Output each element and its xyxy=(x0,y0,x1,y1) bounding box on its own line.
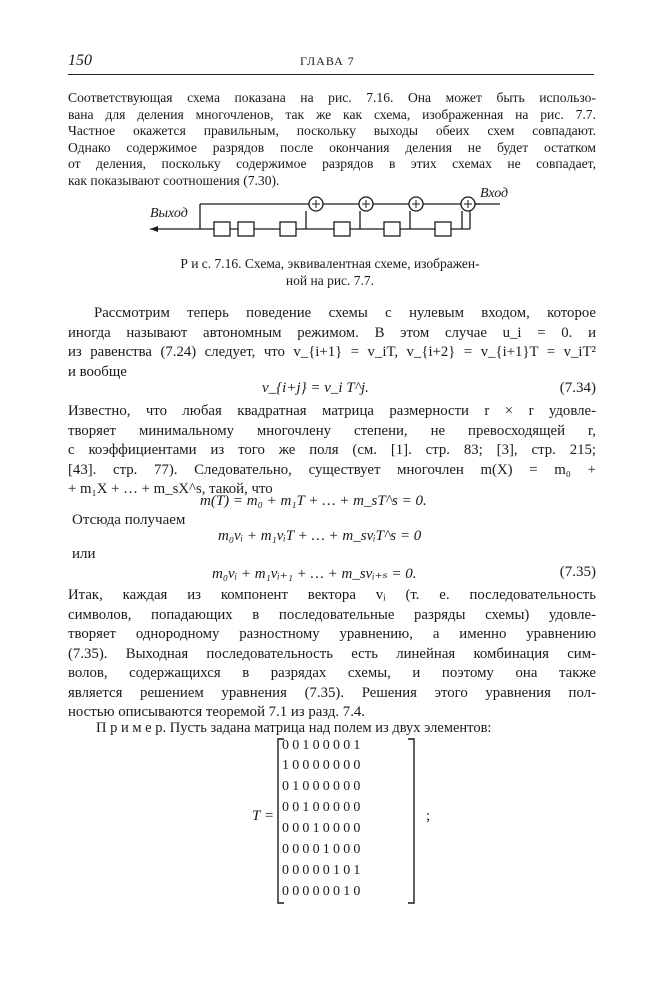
register-cell xyxy=(334,222,350,236)
p3-line: [43]. стр. 77). Следовательно, существует многочлен m(X) = m₀ + xyxy=(68,461,596,478)
circuit-diagram xyxy=(140,186,520,246)
matrix-label: T = xyxy=(252,808,274,824)
matrix-row: 00001000 xyxy=(282,842,364,857)
page-number: 150 xyxy=(68,52,92,69)
matrix-row: 10000000 xyxy=(282,758,364,773)
equation-7-34: v_{i+j} = v_i T^j. xyxy=(262,380,369,396)
matrix-row: 00000101 xyxy=(282,863,364,878)
register-cell xyxy=(435,222,451,236)
p4-line: творяет однородному разностному уравнению, а именно уравнению xyxy=(68,626,596,642)
equation-7-35: m₀vᵢ + m₁vᵢ₊₁ + … + m_svᵢ₊ₛ = 0. xyxy=(212,566,417,582)
matrix-row: 00100001 xyxy=(282,738,364,753)
header-rule xyxy=(68,74,594,75)
p1-line: Соответствующая схема показана на рис. 7.16. Она может быть использо- xyxy=(68,90,596,105)
paragraph-1 xyxy=(68,90,596,189)
matrix-row: 00100000 xyxy=(282,800,364,815)
p1-line: вана для деления многочленов, так же как схема, изображенная на рис. 7.7. xyxy=(68,106,596,122)
chapter-title: ГЛАВА 7 xyxy=(300,54,355,68)
caption-line: Р и с. 7.16. Схема, эквивалентная схеме, изображен- xyxy=(180,256,480,271)
equation-m-of-T: m(T) = m₀ + m₁T + … + m_sT^s = 0. xyxy=(200,493,427,509)
p1-line: Частное окажется правильным, поскольку выходы обеих схем совпадают. xyxy=(68,123,596,138)
p2-line: иногда называют автономным режимом. В этом случае u_i = 0. и xyxy=(68,324,596,341)
paragraph-4 xyxy=(68,586,596,723)
paragraph-2 xyxy=(68,304,596,382)
equation-number: (7.34) xyxy=(559,380,596,396)
equation-number: (7.35) xyxy=(559,564,596,580)
p3-line: + m₁X + … + m_sX^s, такой, что xyxy=(68,481,273,497)
p2-line: Рассмотрим теперь поведение схемы с нулевым входом, которое xyxy=(94,305,596,321)
p1-line: Однако содержимое разрядов после окончания деления не будет остатком xyxy=(68,139,596,155)
p4-line: ностью описываются теоремой 7.1 из разд. 7.4. xyxy=(68,704,366,720)
p3-line: с коэффициентами из того же поля (см. [1]. стр. 83; [3], стр. 215; xyxy=(68,442,596,458)
figure-caption xyxy=(100,255,560,289)
p2-line: из равенства (7.24) следует, что v_{i+1} = v_iT, v_{i+2} = v_{i+1}T = v_iT² xyxy=(68,344,596,360)
equation-sum-1: m₀vᵢ + m₁vᵢT + … + m_svᵢT^s = 0 xyxy=(218,528,422,544)
p4-line: волов, содержащихся в разрядах схемы, и поэтому она также xyxy=(68,665,596,681)
register-cell xyxy=(384,222,400,236)
matrix-row: 00000010 xyxy=(282,884,364,899)
caption-line: ной на рис. 7.7. xyxy=(285,273,375,288)
text-otsyuda: Отсюда получаем xyxy=(72,512,186,528)
output-arrow xyxy=(150,226,158,232)
diagram-output-label: Выход xyxy=(150,206,188,221)
matrix-row: 01000000 xyxy=(282,779,364,794)
matrix-row: 00010000 xyxy=(282,821,364,836)
register-cell xyxy=(280,222,296,236)
text-ili: или xyxy=(72,546,96,562)
register-cell xyxy=(238,222,254,236)
p1-line: от деления, поскольку содержимое разрядов в этих схемах не совпадает, xyxy=(68,156,596,171)
p1-line: как показывают соотношения (7.30). xyxy=(68,172,280,188)
p4-line: Итак, каждая из компонент вектора vᵢ (т. е. последовательность xyxy=(68,587,596,603)
matrix-suffix: ; xyxy=(426,808,431,824)
p3-line: Известно, что любая квадратная матрица размерности r × r удовле- xyxy=(68,403,596,419)
example-line: П р и м е р. Пусть задана матрица над полем из двух элементов: xyxy=(96,720,492,736)
p2-line: и вообще xyxy=(68,363,127,380)
paragraph-3 xyxy=(68,402,596,500)
p3-line: творяет минимальному многочлену степени, не превосходящей r, xyxy=(68,422,596,439)
diagram-input-label: Вход xyxy=(480,186,509,201)
p4-line: является решением уравнения (7.35). Решения этого уравнения пол- xyxy=(68,684,596,701)
p4-line: символов, попадающих в последовательные разряды схемы) удовле- xyxy=(68,606,596,623)
register-cell xyxy=(214,222,230,236)
p4-line: (7.35). Выходная последовательность есть линейная комбинация сим- xyxy=(68,645,596,662)
